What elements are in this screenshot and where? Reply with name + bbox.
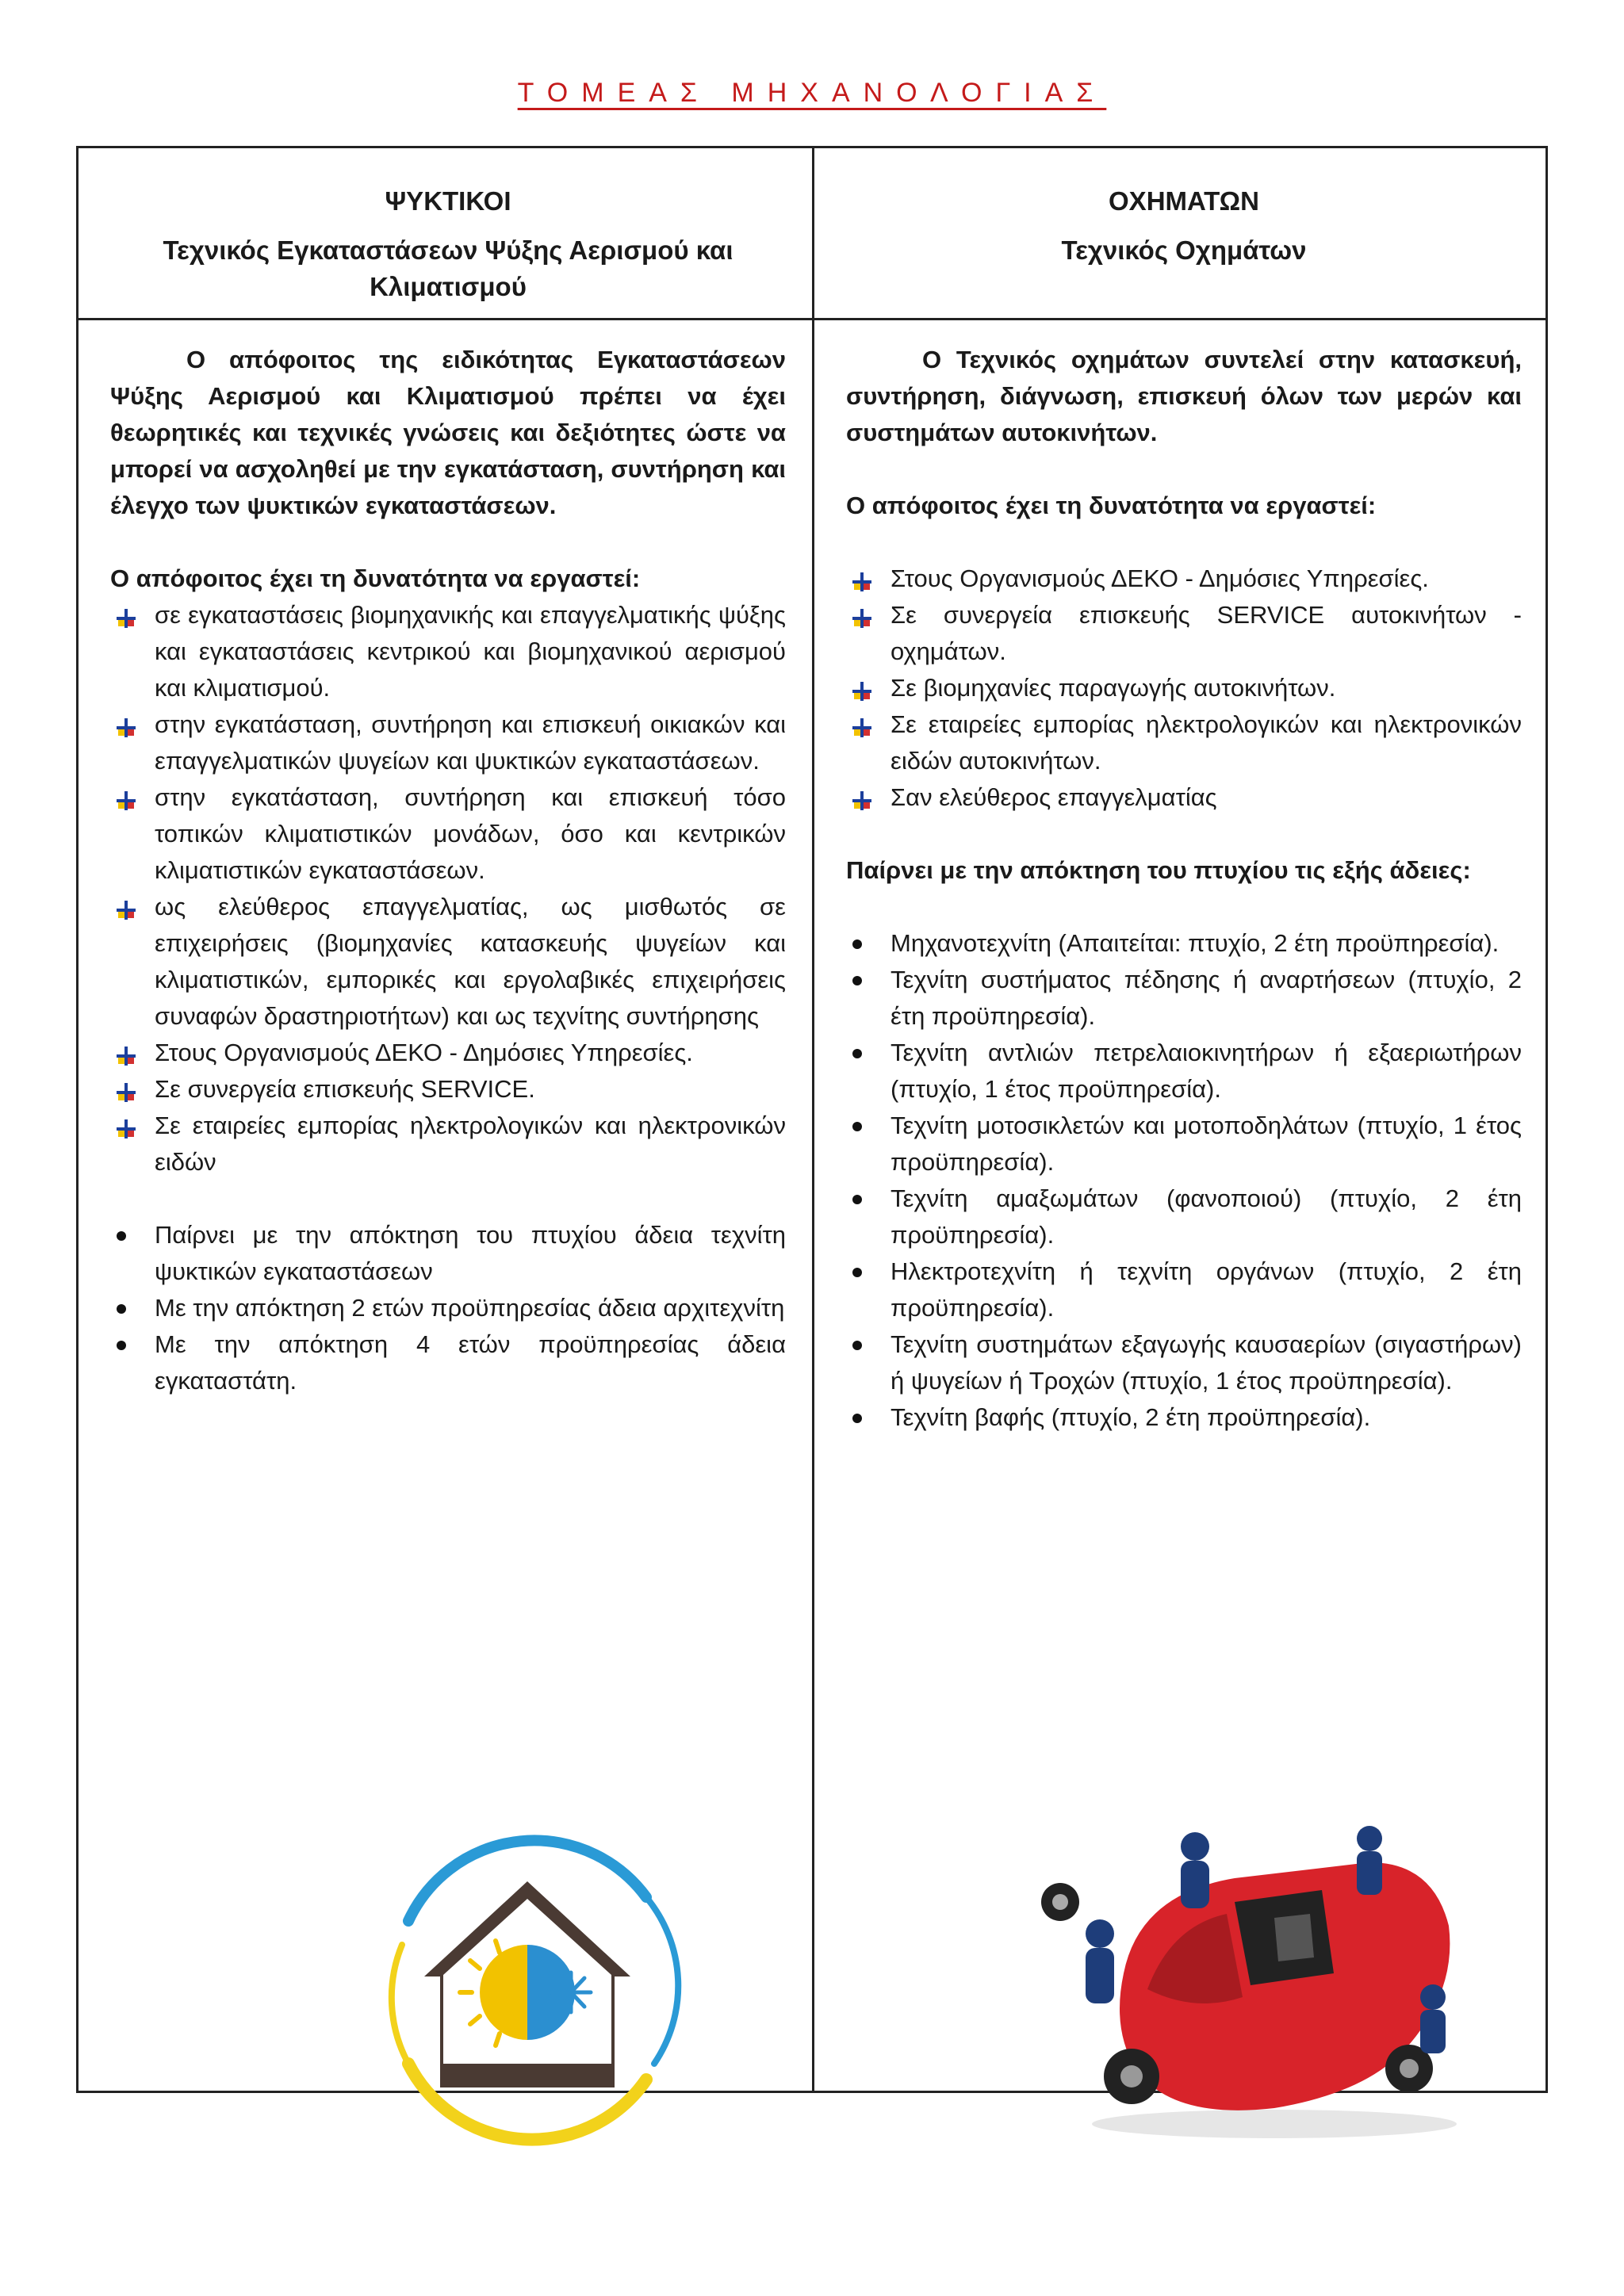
plus-bullet-icon [115,1114,137,1136]
plus-bullet-icon [115,786,137,808]
plus-bullet-icon [115,1041,137,1063]
right-header [846,148,1522,318]
list-item: στην εγκατάσταση, συντήρηση και επισκευή τόσο τοπικών κλιματιστικών μονάδων, όσο και κεντρικών κλιματιστικών εγκαταστάσεων. [110,779,786,889]
dot-bullet-icon [852,1268,862,1277]
dot-bullet-icon [117,1304,126,1314]
list-item: Με την απόκτηση 4 ετών προϋπηρεσίας άδεια εγκαταστάτη. [110,1326,786,1399]
right-intro: Ο Τεχνικός οχημάτων συντελεί στην κατασκευή, συντήρηση, διάγνωση, επισκευή όλων των μερών και συστημάτων αυτοκινήτων. [846,346,1522,446]
car-repair-image-icon [1036,1807,1465,2148]
dot-bullet-icon [117,1231,126,1241]
plus-bullet-icon [851,676,873,698]
plus-bullet-icon [851,567,873,589]
right-license-list [846,925,1522,1436]
plus-bullet-icon [115,1077,137,1100]
list-item: Σαν ελεύθερος επαγγελματίας [846,779,1522,816]
list-item: Σε συνεργεία επισκευής SERVICE. [110,1071,786,1108]
left-header [110,148,786,318]
list-item: Στους Οργανισμούς ΔΕΚΟ - Δημόσιες Υπηρεσίες. [110,1035,786,1071]
left-title: ΨΥΚΤΙΚΟΙ [385,186,511,216]
left-subtitle: Τεχνικός Εγκαταστάσεων Ψύξης Αερισμού και Κλιματισμού [163,235,733,301]
list-item: Τεχνίτη συστημάτων εξαγωγής καυσαερίων (σιγαστήρων) ή ψυγείων ή Τροχών (πτυχίο, 1 έτος προϋπηρεσία). [846,1326,1522,1399]
right-work-list [846,561,1522,816]
left-intro: Ο απόφοιτος της ειδικότητας Εγκαταστάσεων Ψύξης Αερισμού και Κλιματισμού πρέπει να έχει θεωρητικές και τεχνικές γνώσεις και δεξιότητες ώστε να μπορεί να ασχοληθεί με την εγκατάσταση, συντήρηση και έλεγχο των ψυκτικών εγκαταστάσεων. [110,346,786,519]
list-item: Τεχνίτη αμαξωμάτων (φανοποιού) (πτυχίο, 2 έτη προϋπηρεσία). [846,1181,1522,1253]
list-item: Ηλεκτροτεχνίτη ή τεχνίτη οργάνων (πτυχίο, 2 έτη προϋπηρεσία). [846,1253,1522,1326]
dot-bullet-icon [852,1341,862,1350]
right-work-heading: Ο απόφοιτος έχει τη δυνατότητα να εργαστεί: [846,492,1377,519]
left-license-list [110,1217,786,1399]
header-divider [79,318,1545,320]
plus-bullet-icon [851,713,873,735]
hvac-logo-icon [361,1826,694,2159]
right-body [846,342,1522,1436]
plus-bullet-icon [115,895,137,917]
left-work-heading: Ο απόφοιτος έχει τη δυνατότητα να εργαστεί: [110,564,641,592]
list-item: Σε συνεργεία επισκευής SERVICE αυτοκινήτων - οχημάτων. [846,597,1522,670]
list-item: Παίρνει με την απόκτηση του πτυχίου άδεια τεχνίτη ψυκτικών εγκαταστάσεων [110,1217,786,1290]
list-item: Μηχανοτεχνίτη (Απαιτείται: πτυχίο, 2 έτη προϋπηρεσία). [846,925,1522,962]
list-item: Σε βιομηχανίες παραγωγής αυτοκινήτων. [846,670,1522,706]
list-item: Τεχνίτη μοτοσικλετών και μοτοποδηλάτων (πτυχίο, 1 έτος προϋπηρεσία). [846,1108,1522,1181]
right-subtitle: Τεχνικός Οχημάτων [1061,235,1307,265]
list-item: Με την απόκτηση 2 ετών προϋπηρεσίας άδεια αρχιτεχνίτη [110,1290,786,1326]
dot-bullet-icon [852,1049,862,1058]
list-item: σε εγκαταστάσεις βιομηχανικής και επαγγελματικής ψύξης και εγκαταστάσεις κεντρικού και βιομηχανικού αερισμού και κλιματισμού. [110,597,786,706]
right-license-heading: Παίρνει με την απόκτηση του πτυχίου τις εξής άδειες: [846,856,1471,884]
right-title: ΟΧΗΜΑΤΩΝ [1109,186,1259,216]
dot-bullet-icon [852,1122,862,1131]
dot-bullet-icon [852,1414,862,1423]
plus-bullet-icon [851,603,873,626]
list-item: Τεχνίτη συστήματος πέδησης ή αναρτήσεων (πτυχίο, 2 έτη προϋπηρεσία). [846,962,1522,1035]
list-item: Τεχνίτη αντλιών πετρελαιοκινητήρων ή εξαεριωτήρων (πτυχίο, 1 έτος προϋπηρεσία). [846,1035,1522,1108]
plus-bullet-icon [851,786,873,808]
specialties-table [76,146,1548,2093]
plus-bullet-icon [115,603,137,626]
list-item: Σε εταιρείες εμπορίας ηλεκτρολογικών και ηλεκτρονικών ειδών αυτοκινήτων. [846,706,1522,779]
dot-bullet-icon [117,1341,126,1350]
dot-bullet-icon [852,939,862,949]
left-work-list [110,597,786,1181]
left-body [110,342,786,1399]
page-title: ΤΟΜΕΑΣ ΜΗΧΑΝΟΛΟΓΙΑΣ [517,78,1107,108]
list-item: Τεχνίτη βαφής (πτυχίο, 2 έτη προϋπηρεσία). [846,1399,1522,1436]
list-item: ως ελεύθερος επαγγελματίας, ως μισθωτός σε επιχειρήσεις (βιομηχανίες κατασκευής ψυγείων και κλιματιστικών, εμπορικές και εργολαβικές επιχειρήσεις συναφών δραστηριοτήτων) και ως τεχνίτης συντήρησης [110,889,786,1035]
column-divider [812,148,814,2091]
list-item: Σε εταιρείες εμπορίας ηλεκτρολογικών και ηλεκτρονικών ειδών [110,1108,786,1181]
plus-bullet-icon [115,713,137,735]
dot-bullet-icon [852,1195,862,1204]
list-item: στην εγκατάσταση, συντήρηση και επισκευή οικιακών και επαγγελματικών ψυγείων και ψυκτικών εγκαταστάσεων. [110,706,786,779]
list-item: Στους Οργανισμούς ΔΕΚΟ - Δημόσιες Υπηρεσίες. [846,561,1522,597]
dot-bullet-icon [852,976,862,985]
